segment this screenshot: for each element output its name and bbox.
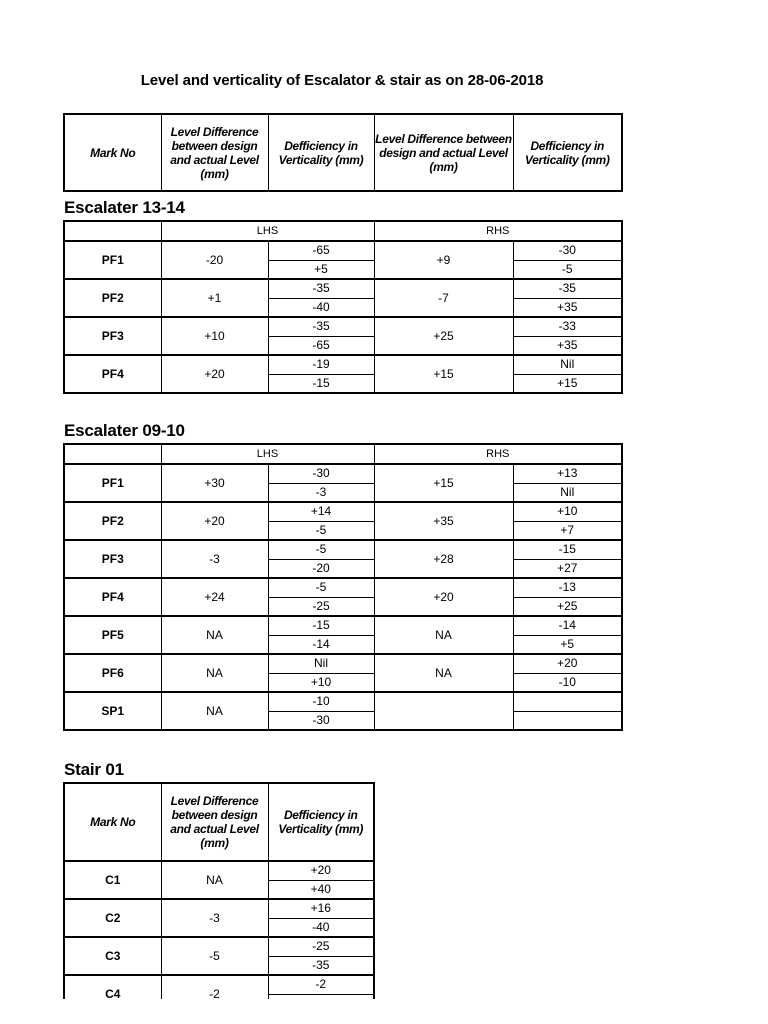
- rhs-verticality-cell: -10: [513, 673, 622, 692]
- mark-no-cell: PF6: [64, 654, 161, 692]
- lhs-level-cell: NA: [161, 692, 268, 730]
- rhs-level-cell: +20: [374, 578, 513, 616]
- verticality-cell: +40: [268, 880, 374, 899]
- verticality-cell: -35: [268, 956, 374, 975]
- rhs-verticality-cell: -14: [513, 616, 622, 635]
- section-title-escalator-13-14: Escalater 13-14: [64, 198, 185, 217]
- lhs-verticality-cell: -14: [268, 635, 374, 654]
- stair-01-table: [63, 782, 375, 999]
- rhs-verticality-cell: +35: [513, 336, 622, 355]
- mark-no-cell: PF4: [64, 578, 161, 616]
- lhs-level-cell: +30: [161, 464, 268, 502]
- level-diff-rhs-header: Level Difference between design and actual Level (mm): [374, 114, 513, 191]
- lhs-level-cell: +24: [161, 578, 268, 616]
- lhs-verticality-cell: -20: [268, 559, 374, 578]
- lhs-header: LHS: [161, 221, 374, 241]
- lhs-header: LHS: [161, 444, 374, 464]
- rhs-verticality-cell: +7: [513, 521, 622, 540]
- table-row: [64, 464, 622, 483]
- lhs-level-cell: NA: [161, 616, 268, 654]
- section-title-escalator-09-10: Escalater 09-10: [64, 421, 185, 440]
- rhs-verticality-cell: Nil: [513, 483, 622, 502]
- lhs-verticality-cell: +10: [268, 673, 374, 692]
- table-row: [64, 654, 622, 673]
- mark-no-cell: PF2: [64, 279, 161, 317]
- mark-no-cell: SP1: [64, 692, 161, 730]
- level-diff-header: Level Difference between design and actual Level (mm): [161, 783, 268, 861]
- lhs-verticality-cell: -30: [268, 711, 374, 730]
- rhs-verticality-cell: -30: [513, 241, 622, 260]
- lhs-verticality-cell: -19: [268, 355, 374, 374]
- rhs-verticality-cell: -13: [513, 578, 622, 597]
- lhs-verticality-cell: -5: [268, 521, 374, 540]
- verticality-cell: -40: [268, 918, 374, 937]
- lhs-verticality-cell: -15: [268, 374, 374, 393]
- rhs-header: RHS: [374, 221, 622, 241]
- lhs-level-cell: +20: [161, 502, 268, 540]
- rhs-verticality-cell: +13: [513, 464, 622, 483]
- rhs-level-cell: -7: [374, 279, 513, 317]
- rhs-verticality-cell: +20: [513, 654, 622, 673]
- rhs-verticality-cell: +5: [513, 635, 622, 654]
- level-cell: -5: [161, 937, 268, 975]
- rhs-level-cell: +15: [374, 355, 513, 393]
- table-row: [64, 861, 374, 880]
- table-row: [64, 540, 622, 559]
- lhs-verticality-cell: -5: [268, 540, 374, 559]
- blank-cell: [64, 221, 161, 241]
- verticality-cell: +20: [268, 861, 374, 880]
- lhs-verticality-cell: -15: [268, 616, 374, 635]
- rhs-level-cell: +15: [374, 464, 513, 502]
- escalator-13-14-table: [63, 220, 623, 394]
- rhs-verticality-cell: +15: [513, 374, 622, 393]
- lhs-verticality-cell: +14: [268, 502, 374, 521]
- mark-no-cell: PF3: [64, 540, 161, 578]
- deficiency-header: Defficiency in Verticality (mm): [268, 783, 374, 861]
- lhs-level-cell: -3: [161, 540, 268, 578]
- table-row: [64, 317, 622, 336]
- mark-no-cell: C2: [64, 899, 161, 937]
- lhs-verticality-cell: -10: [268, 692, 374, 711]
- mark-no-cell: PF2: [64, 502, 161, 540]
- mark-no-cell: C3: [64, 937, 161, 975]
- blank-cell: [64, 444, 161, 464]
- level-cell: -3: [161, 899, 268, 937]
- level-diff-header: Level Difference between design and actual Level (mm): [161, 114, 268, 191]
- lhs-verticality-cell: -5: [268, 578, 374, 597]
- lhs-verticality-cell: -35: [268, 279, 374, 298]
- mark-no-cell: PF4: [64, 355, 161, 393]
- rhs-level-cell: [374, 692, 513, 730]
- lhs-verticality-cell: -65: [268, 241, 374, 260]
- mark-no-cell: PF1: [64, 241, 161, 279]
- table-row: [64, 692, 622, 711]
- lhs-verticality-cell: -35: [268, 317, 374, 336]
- table-row: [64, 616, 622, 635]
- level-cell: -2: [161, 975, 268, 999]
- lhs-verticality-cell: Nil: [268, 654, 374, 673]
- rhs-verticality-cell: [513, 711, 622, 730]
- rhs-level-cell: +25: [374, 317, 513, 355]
- rhs-verticality-cell: Nil: [513, 355, 622, 374]
- rhs-level-cell: NA: [374, 654, 513, 692]
- rhs-verticality-cell: -15: [513, 540, 622, 559]
- rhs-level-cell: NA: [374, 616, 513, 654]
- table-row: [64, 241, 622, 260]
- mark-no-header: Mark No: [64, 783, 161, 861]
- lhs-level-cell: +20: [161, 355, 268, 393]
- verticality-cell: +16: [268, 899, 374, 918]
- table-row: [64, 355, 622, 374]
- lhs-verticality-cell: -65: [268, 336, 374, 355]
- rhs-verticality-cell: +27: [513, 559, 622, 578]
- rhs-verticality-cell: -33: [513, 317, 622, 336]
- rhs-verticality-cell: -35: [513, 279, 622, 298]
- lhs-level-cell: +1: [161, 279, 268, 317]
- rhs-verticality-cell: +10: [513, 502, 622, 521]
- deficiency-header: Defficiency in Verticality (mm): [268, 114, 374, 191]
- mark-no-cell: PF1: [64, 464, 161, 502]
- mark-no-cell: C4: [64, 975, 161, 999]
- rhs-level-cell: +35: [374, 502, 513, 540]
- lhs-verticality-cell: -25: [268, 597, 374, 616]
- lhs-verticality-cell: +5: [268, 260, 374, 279]
- mark-no-header: Mark No: [64, 114, 161, 191]
- section-title-stair-01: Stair 01: [64, 760, 124, 779]
- table-row: [64, 937, 374, 956]
- rhs-verticality-cell: +35: [513, 298, 622, 317]
- verticality-cell: [268, 994, 374, 999]
- mark-no-cell: C1: [64, 861, 161, 899]
- lhs-level-cell: +10: [161, 317, 268, 355]
- deficiency-rhs-header: Defficiency in Verticality (mm): [513, 114, 622, 191]
- table-row: [64, 279, 622, 298]
- table-row: [64, 502, 622, 521]
- escalator-09-10-table: [63, 443, 623, 731]
- lhs-verticality-cell: -30: [268, 464, 374, 483]
- page-title: Level and verticality of Escalator & stair as on 28-06-2018: [140, 72, 544, 89]
- rhs-level-cell: +9: [374, 241, 513, 279]
- verticality-cell: -25: [268, 937, 374, 956]
- mark-no-cell: PF3: [64, 317, 161, 355]
- table-row: [64, 899, 374, 918]
- escalator-13-14-rows: [64, 241, 622, 393]
- stair-01-rows: [64, 861, 374, 999]
- verticality-cell: -2: [268, 975, 374, 994]
- lhs-verticality-cell: -40: [268, 298, 374, 317]
- lhs-level-cell: -20: [161, 241, 268, 279]
- rhs-verticality-cell: [513, 692, 622, 711]
- escalator-09-10-rows: [64, 464, 622, 730]
- column-header-table: [63, 113, 623, 192]
- level-cell: NA: [161, 861, 268, 899]
- rhs-verticality-cell: +25: [513, 597, 622, 616]
- rhs-header: RHS: [374, 444, 622, 464]
- mark-no-cell: PF5: [64, 616, 161, 654]
- table-row: [64, 975, 374, 994]
- rhs-level-cell: +28: [374, 540, 513, 578]
- rhs-verticality-cell: -5: [513, 260, 622, 279]
- lhs-verticality-cell: -3: [268, 483, 374, 502]
- table-row: [64, 578, 622, 597]
- lhs-level-cell: NA: [161, 654, 268, 692]
